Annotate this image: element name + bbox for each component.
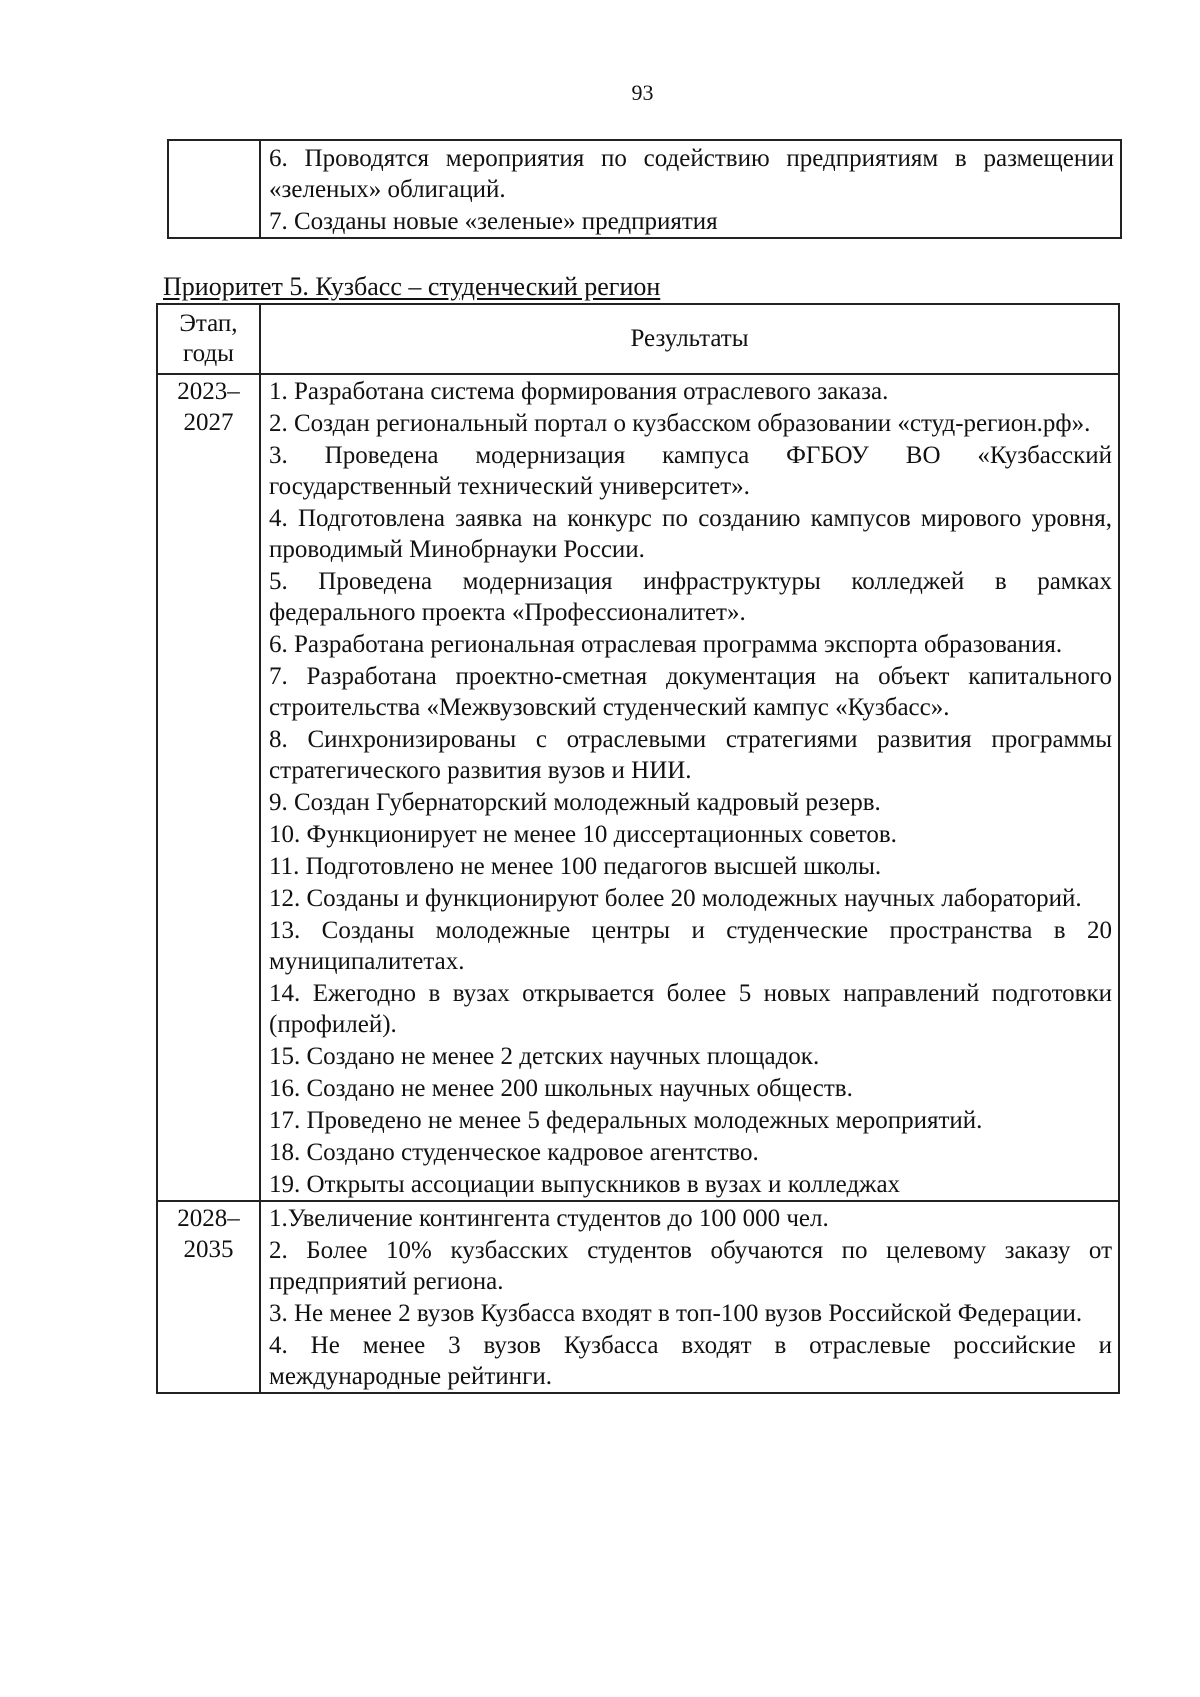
list-item: 6. Проводятся мероприятия по содействию предприятиям в размещении «зеленых» облигаций. [269, 145, 1114, 203]
list-item: 14. Ежегодно в вузах открывается более 5 новых направлений подготовки (профилей). [269, 980, 1112, 1038]
list-item: 3. Проведена модернизация кампуса ФГБОУ ВО «Кузбасский государственный технический университет». [269, 442, 1112, 500]
results-cell [260, 140, 1121, 238]
list-item: 9. Создан Губернаторский молодежный кадровый резерв. [269, 789, 881, 816]
list-item: 13. Созданы молодежные центры и студенческие пространства в 20 муниципалитетах. [269, 917, 1112, 975]
table-row [157, 1201, 1119, 1393]
list-item: 1.Увеличение контингента студентов до 100 000 чел. [269, 1205, 829, 1232]
results-table [156, 303, 1120, 1394]
page-number: 93 [631, 80, 654, 105]
list-item: 12. Созданы и функционируют более 20 молодежных научных лабораторий. [269, 885, 1082, 912]
stage-cell-empty [168, 140, 260, 238]
list-item: 7. Созданы новые «зеленые» предприятия [269, 208, 718, 235]
header-results: Результаты [260, 304, 1119, 374]
list-item: 18. Создано студенческое кадровое агентство. [269, 1139, 759, 1166]
list-item: 11. Подготовлено не менее 100 педагогов высшей школы. [269, 853, 882, 880]
list-item: 19. Открыты ассоциации выпускников в вузах и колледжах [269, 1171, 901, 1198]
list-item: 6. Разработана региональная отраслевая программа экспорта образования. [269, 631, 1063, 658]
list-item: 10. Функционирует не менее 10 диссертационных советов. [269, 821, 897, 848]
list-item: 8. Синхронизированы с отраслевыми стратегиями развития программы стратегического развития вузов и НИИ. [269, 726, 1112, 784]
list-item: 1. Разработана система формирования отраслевого заказа. [269, 378, 889, 405]
stage-cell: 2028–2035 [157, 1201, 260, 1393]
list-item: 7. Разработана проектно-сметная документация на объект капитального строительства «Межвузовский студенческий кампус «Кузбасс». [269, 663, 1112, 721]
table-row [157, 374, 1119, 1201]
list-item: 2. Создан региональный портал о кузбасском образовании «студ-регион.рф». [269, 410, 1091, 437]
list-item: 5. Проведена модернизация инфраструктуры колледжей в рамках федерального проекта «Профессионалитет». [269, 568, 1112, 626]
list-item: 4. Не менее 3 вузов Кузбасса входят в отраслевые российские и международные рейтинги. [269, 1332, 1112, 1390]
header-stage: Этап, годы [157, 304, 260, 374]
results-cell [260, 1201, 1119, 1393]
continuation-table [167, 139, 1122, 239]
table-row [168, 140, 1121, 238]
results-cell [260, 374, 1119, 1201]
section-title: Приоритет 5. Кузбасс – студенческий регион [163, 272, 661, 301]
list-item: 16. Создано не менее 200 школьных научных обществ. [269, 1075, 853, 1102]
list-item: 2. Более 10% кузбасских студентов обучаются по целевому заказу от предприятий региона. [269, 1237, 1112, 1295]
list-item: 3. Не менее 2 вузов Кузбасса входят в топ-100 вузов Российской Федерации. [269, 1300, 1083, 1327]
list-item: 4. Подготовлена заявка на конкурс по созданию кампусов мирового уровня, проводимый Минобрнауки России. [269, 505, 1112, 563]
list-item: 15. Создано не менее 2 детских научных площадок. [269, 1043, 820, 1070]
list-item: 17. Проведено не менее 5 федеральных молодежных мероприятий. [269, 1107, 983, 1134]
table-header-row [157, 304, 1119, 374]
stage-cell: 2023–2027 [157, 374, 260, 1201]
